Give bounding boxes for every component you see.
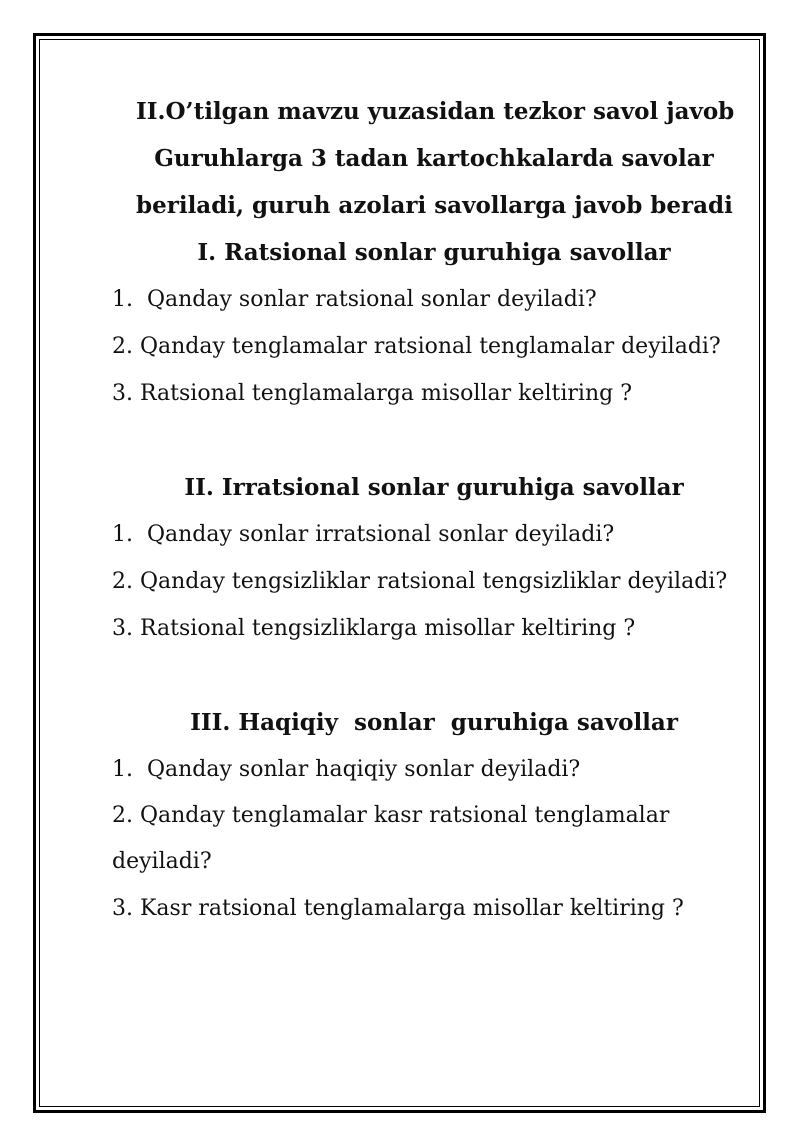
intro-line: beriladi, guruh azolari savollarga javob beradi (136, 192, 733, 219)
intro-line: II.O’tilgan mavzu yuzasidan tezkor savol javob (136, 98, 735, 125)
section-real-numbers (112, 699, 732, 932)
question-item: 3. Ratsional tenglamalarga misollar keltiring ? (112, 381, 632, 406)
question-item: 2. Qanday tengsizliklar ratsional tengsizliklar deyiladi? (112, 569, 728, 594)
question-item: 1. Qanday sonlar irratsional sonlar deyiladi? (112, 522, 615, 547)
intro-line: Guruhlarga 3 tadan kartochkalarda savolar (154, 145, 714, 172)
section-irrational-numbers (112, 464, 732, 652)
question-item: 1. Qanday sonlar ratsional sonlar deyiladi? (112, 287, 597, 312)
document-content (112, 88, 735, 932)
section-spacer (112, 652, 732, 699)
question-item: 3. Kasr ratsional tenglamalarga misollar keltiring ? (112, 896, 684, 921)
question-item: 2. Qanday tenglamalar ratsional tenglamalar deyiladi? (112, 334, 721, 359)
section-heading: II. Irratsional sonlar guruhiga savollar (184, 474, 684, 501)
section-heading: I. Ratsional sonlar guruhiga savollar (197, 239, 671, 266)
section-heading: III. Haqiqiy sonlar guruhiga savollar (190, 709, 678, 736)
question-item: 2. Qanday tenglamalar kasr ratsional tenglamalar deyiladi? (112, 803, 677, 874)
section-rational-numbers (112, 229, 732, 417)
question-item: 1. Qanday sonlar haqiqiy sonlar deyiladi? (112, 757, 581, 782)
intro-block (112, 88, 735, 229)
question-item: 3. Ratsional tengsizliklarga misollar keltiring ? (112, 616, 636, 641)
section-spacer (112, 417, 732, 464)
